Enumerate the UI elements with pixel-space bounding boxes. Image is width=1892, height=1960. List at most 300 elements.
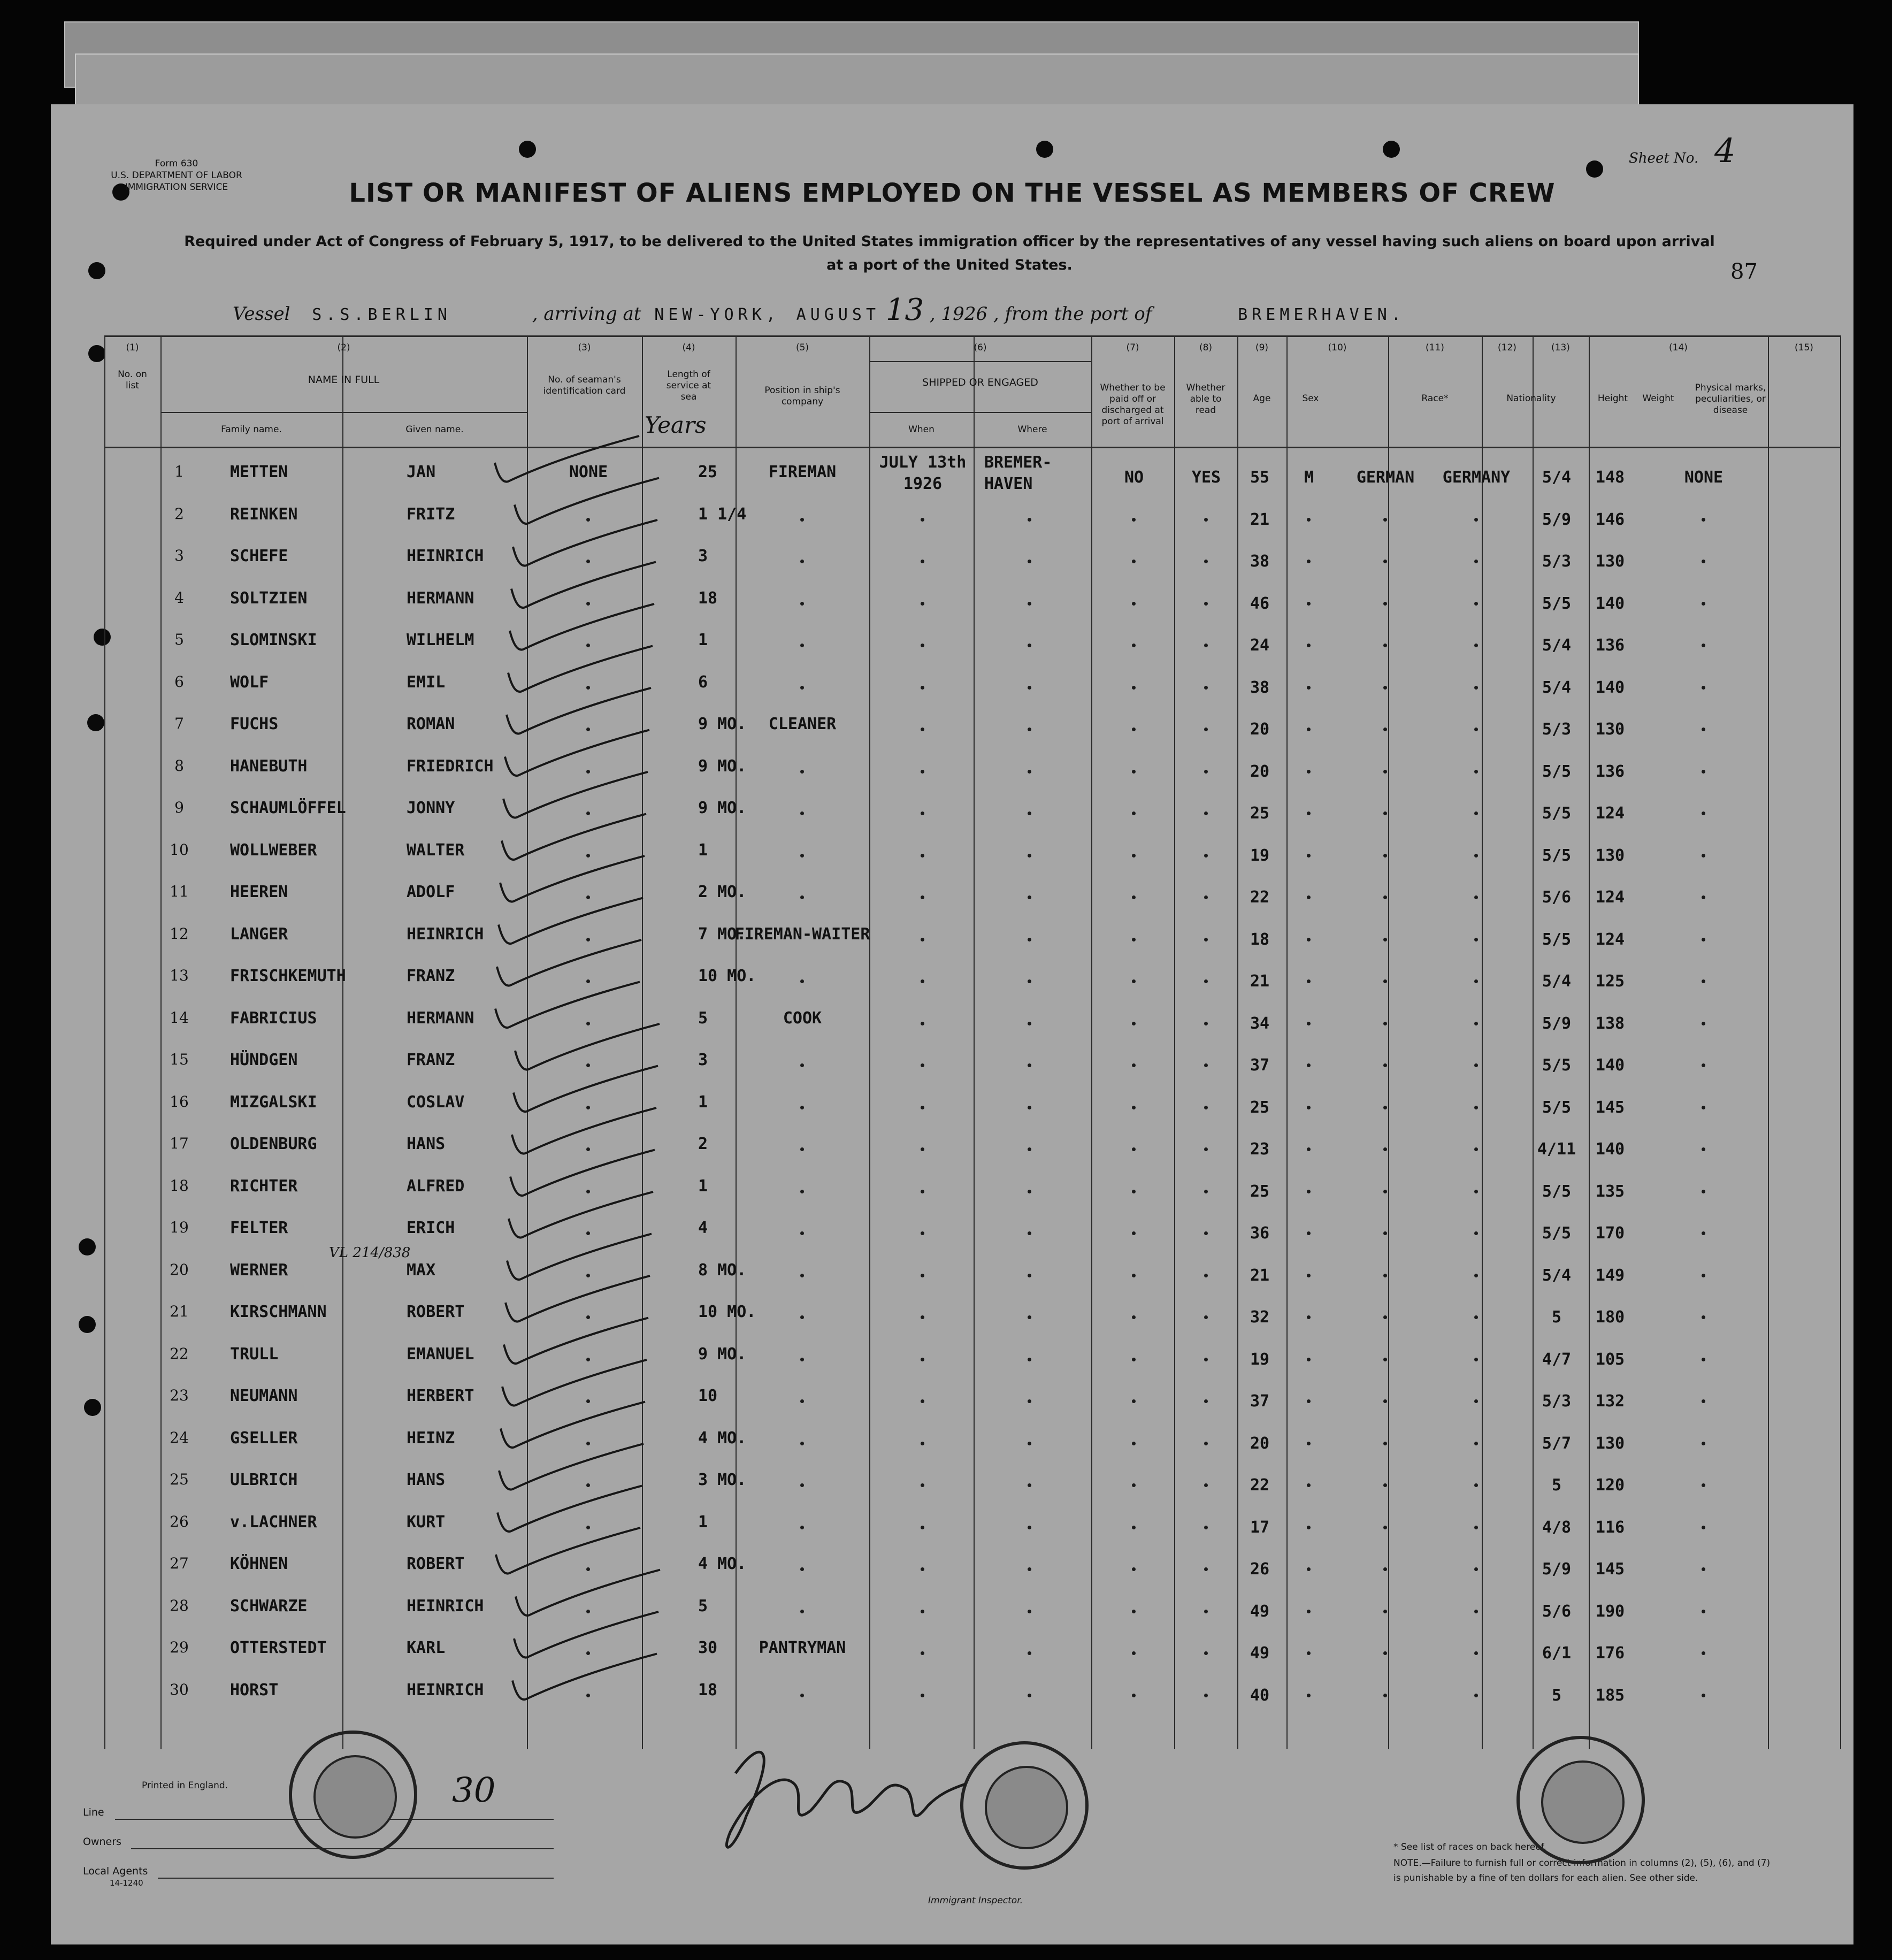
column-number-3: (3) [578, 342, 591, 353]
length-of-service: 4 [698, 1219, 708, 1237]
vessel-label: Vessel [233, 303, 290, 325]
height: 5/5 [1542, 1224, 1572, 1243]
row-number: 30 [170, 1680, 189, 1698]
weight: 120 [1595, 1476, 1625, 1495]
age: 26 [1250, 1560, 1270, 1579]
sheet-number-label: Sheet No. [1629, 150, 1699, 166]
header-length-of-service: Length of service at sea [666, 369, 711, 402]
header-where: Where [1017, 424, 1047, 435]
weight: 116 [1595, 1518, 1625, 1537]
weight: 145 [1595, 1098, 1625, 1117]
header-age: Age [1253, 393, 1271, 404]
checkmark-row-14 [495, 982, 640, 1028]
family-name: SLOMINSKI [230, 631, 317, 649]
weight: 146 [1595, 510, 1625, 529]
header-family-name: Family name. [221, 424, 282, 435]
checkmark-row-3 [513, 520, 657, 566]
age: 21 [1250, 972, 1270, 991]
height: 5/4 [1542, 972, 1572, 991]
age: 38 [1250, 552, 1270, 571]
row-number: 2 [174, 504, 184, 523]
length-of-service: 25 [698, 463, 718, 481]
age: 20 [1250, 720, 1270, 739]
weight: 125 [1595, 972, 1625, 991]
given-name: HEINRICH [407, 1680, 484, 1699]
weight: 140 [1595, 1140, 1625, 1159]
family-name: FRISCHKEMUTH [230, 967, 346, 985]
family-name: KÖHNEN [230, 1555, 288, 1573]
age: 25 [1250, 804, 1270, 823]
paid-off: NO [1124, 468, 1144, 487]
nationality: GERMANY [1442, 468, 1511, 487]
row-number: 11 [170, 883, 189, 900]
age: 37 [1250, 1056, 1270, 1075]
weight: 170 [1595, 1224, 1625, 1243]
checkmark-row-30 [512, 1654, 657, 1700]
height: 5 [1551, 1686, 1562, 1705]
age: 34 [1250, 1014, 1270, 1033]
physical-marks: NONE [1684, 468, 1724, 487]
weight: 185 [1595, 1686, 1625, 1705]
able-to-read: YES [1191, 468, 1221, 487]
row-number: 14 [170, 1008, 189, 1027]
weight: 145 [1595, 1560, 1625, 1579]
checkmark-row-20 [507, 1234, 652, 1280]
length-of-service: 8 MO. [698, 1260, 747, 1280]
column-number-14: (14) [1669, 342, 1688, 353]
age: 49 [1250, 1644, 1270, 1663]
height: 4/8 [1542, 1518, 1572, 1537]
family-name: NEUMANN [230, 1387, 298, 1405]
column-number-15: (15) [1795, 342, 1813, 353]
height: 5/9 [1542, 1014, 1572, 1033]
height: 5/9 [1542, 510, 1572, 529]
age: 19 [1250, 846, 1270, 865]
length-of-service: 9 MO. [698, 799, 747, 817]
checkmark-row-7 [507, 688, 651, 734]
shipped-where-line-1: BREMER- [984, 453, 1052, 472]
ship-position: FIREMAN-WAITER [734, 924, 870, 944]
vessel-name: S.S.BERLIN [312, 305, 451, 324]
checkmark-row-21 [505, 1276, 650, 1322]
checkmark-row-16 [514, 1066, 658, 1112]
id-card-number: NONE [569, 463, 608, 481]
family-name: ULBRICH [230, 1471, 298, 1489]
family-name: HÜNDGEN [230, 1051, 298, 1069]
length-of-service: 5 [698, 1008, 708, 1028]
length-of-service: 1 [698, 840, 708, 860]
family-name: KIRSCHMANN [230, 1303, 327, 1321]
height: 5/5 [1542, 594, 1572, 613]
given-name: EMANUEL [407, 1344, 474, 1364]
age: 25 [1250, 1182, 1270, 1201]
checkmark-row-2 [515, 478, 659, 524]
weight: 135 [1595, 1182, 1625, 1201]
family-name: FUCHS [230, 715, 279, 733]
header-nationality: Nationality [1506, 393, 1556, 404]
height: 5/4 [1542, 1266, 1572, 1285]
given-name: FRIEDRICH [407, 756, 494, 776]
checkmark-row-17 [512, 1108, 656, 1154]
checkmark-row-9 [503, 772, 648, 818]
checkmark-row-23 [502, 1360, 647, 1406]
length-of-service: 3 MO. [698, 1471, 747, 1489]
age: 20 [1250, 1434, 1270, 1453]
header-height: Height [1597, 393, 1628, 404]
weight: 140 [1595, 1056, 1625, 1075]
column-number-12: (12) [1498, 342, 1516, 353]
sex: M [1304, 468, 1314, 487]
height: 5/6 [1542, 1602, 1572, 1621]
checkmark-row-5 [510, 604, 654, 650]
family-name: HANEBUTH [230, 756, 308, 776]
family-name: HORST [230, 1680, 279, 1699]
immigrant-inspector-label: Immigrant Inspector. [928, 1895, 1023, 1906]
given-name: HEINRICH [407, 1596, 484, 1616]
weight: 149 [1595, 1266, 1625, 1285]
age: 24 [1250, 636, 1270, 655]
checkmark-row-15 [515, 1024, 660, 1070]
given-name: HEINZ [407, 1428, 455, 1448]
printed-in-england: Printed in England. [142, 1780, 228, 1791]
family-name: SCHAUMLÖFFEL [230, 799, 346, 817]
row-number: 25 [170, 1471, 189, 1488]
header-race: Race* [1421, 393, 1449, 404]
length-of-service: 10 MO. [698, 967, 756, 985]
row-number: 13 [170, 967, 189, 984]
height: 4/7 [1542, 1350, 1572, 1369]
race-note: * See list of races on back hereof. [1393, 1842, 1546, 1852]
age: 17 [1250, 1518, 1270, 1537]
row-number: 27 [170, 1555, 189, 1572]
length-of-service: 3 [698, 547, 708, 565]
from-port-label: , from the port of [993, 303, 1152, 325]
checkmark-row-25 [499, 1444, 644, 1490]
weight: 130 [1595, 552, 1625, 571]
arrival-month: AUGUST [796, 305, 880, 324]
height: 5/3 [1542, 720, 1572, 739]
departure-port: BREMERHAVEN. [1238, 305, 1405, 324]
row-number: 12 [170, 924, 189, 943]
given-name: FRANZ [407, 967, 455, 985]
race: GERMAN [1356, 468, 1415, 487]
weight: 138 [1595, 1014, 1625, 1033]
family-name: WERNER [230, 1260, 288, 1280]
given-name: WALTER [407, 840, 465, 860]
weight: 140 [1595, 678, 1625, 697]
age: 36 [1250, 1224, 1270, 1243]
sheet-number-value: 4 [1714, 131, 1736, 170]
checkmark-row-28 [516, 1570, 660, 1616]
family-name: FABRICIUS [230, 1008, 317, 1028]
given-name: FRITZ [407, 504, 455, 524]
length-of-service: 1 [698, 631, 708, 649]
given-name: ROMAN [407, 715, 455, 733]
header-weight: Weight [1642, 393, 1674, 404]
age: 22 [1250, 888, 1270, 907]
height: 5 [1551, 1476, 1562, 1495]
given-name: HEINRICH [407, 924, 484, 944]
header-paid-off: Whether to be paid off or discharged at port of arrival [1100, 382, 1166, 427]
column-number-9: (9) [1255, 342, 1269, 353]
checkmark-row-24 [501, 1402, 645, 1448]
weight: 130 [1595, 846, 1625, 865]
given-name: ERICH [407, 1219, 455, 1237]
footer-note-line-2: is punishable by a fine of ten dollars for each alien. See other side. [1393, 1873, 1698, 1884]
height: 5/5 [1542, 1056, 1572, 1075]
row-number: 10 [170, 840, 189, 859]
manifest-sheet [51, 104, 1853, 1944]
column-number-2: (2) [337, 342, 350, 353]
family-name: LANGER [230, 924, 288, 944]
given-name: HERBERT [407, 1387, 474, 1405]
checkmark-row-12 [499, 898, 643, 944]
length-of-service: 9 MO. [698, 1344, 747, 1364]
family-name: MIZGALSKI [230, 1092, 317, 1112]
length-of-service: 1 [698, 1176, 708, 1196]
arrival-port: NEW-YORK, [654, 305, 780, 324]
form-service: IMMIGRATION SERVICE [125, 182, 228, 193]
age: 46 [1250, 594, 1270, 613]
row-number: 16 [170, 1092, 189, 1111]
height: 5/5 [1542, 1182, 1572, 1201]
age: 19 [1250, 1350, 1270, 1369]
column-number-5: (5) [795, 342, 809, 353]
length-of-service: 3 [698, 1051, 708, 1069]
shipped-where-line-2: HAVEN [984, 474, 1033, 493]
checkmark-row-13 [497, 940, 641, 986]
length-of-service: 30 [698, 1639, 718, 1657]
length-unit-handwritten: Years [645, 412, 707, 438]
footer-owners-label: Owners [83, 1836, 121, 1848]
length-of-service: 9 MO. [698, 715, 747, 733]
height: 5/5 [1542, 846, 1572, 865]
ship-position: CLEANER [768, 715, 837, 733]
row-number: 28 [170, 1596, 189, 1614]
row-number: 7 [174, 715, 184, 732]
given-name: ADOLF [407, 883, 455, 901]
header-physical-marks: Physical marks, peculiarities, or disease [1695, 382, 1766, 416]
given-name: HANS [407, 1135, 446, 1153]
weight: 140 [1595, 594, 1625, 613]
given-name: ROBERT [407, 1555, 465, 1573]
given-name: ROBERT [407, 1303, 465, 1321]
family-name: FELTER [230, 1219, 288, 1237]
header-position: Position in ship's company [764, 385, 840, 407]
row-number: 20 [170, 1260, 189, 1278]
length-of-service: 5 [698, 1596, 708, 1616]
height: 5/5 [1542, 930, 1572, 949]
family-name: SCHWARZE [230, 1596, 308, 1616]
weight: 124 [1595, 888, 1625, 907]
age: 38 [1250, 678, 1270, 697]
family-name: v.LACHNER [230, 1512, 317, 1532]
length-of-service: 1 [698, 1512, 708, 1532]
row-number: 15 [170, 1051, 189, 1068]
height: 5 [1551, 1308, 1562, 1327]
arrival-day: 13 [885, 293, 924, 327]
row-number: 1 [174, 463, 184, 480]
column-number-10: (10) [1328, 342, 1347, 353]
age: 55 [1250, 468, 1270, 487]
family-name: OLDENBURG [230, 1135, 317, 1153]
checkmark-row-18 [510, 1150, 655, 1196]
given-name: KURT [407, 1512, 446, 1532]
age: 22 [1250, 1476, 1270, 1495]
height: 5/5 [1542, 804, 1572, 823]
length-of-service: 9 MO. [698, 756, 747, 776]
arriving-label: , arriving at [532, 303, 641, 325]
form-number: Form 630 [155, 158, 198, 169]
age: 21 [1250, 1266, 1270, 1285]
length-of-service: 2 [698, 1135, 708, 1153]
checkmark-row-27 [496, 1528, 640, 1574]
page-title: LIST OR MANIFEST OF ALIENS EMPLOYED ON THE VESSEL AS MEMBERS OF CREW [349, 178, 1556, 208]
height: 5/4 [1542, 678, 1572, 697]
given-name: JAN [407, 463, 436, 481]
age: 23 [1250, 1140, 1270, 1159]
family-name: METTEN [230, 463, 288, 481]
length-of-service: 10 MO. [698, 1303, 756, 1321]
header-given-name: Given name. [405, 424, 464, 435]
height: 6/1 [1542, 1644, 1572, 1663]
header-name-in-full: NAME IN FULL [308, 374, 380, 386]
checkmark-row-22 [504, 1318, 648, 1364]
age: 37 [1250, 1392, 1270, 1411]
given-name: HERMANN [407, 588, 474, 608]
row-number: 5 [174, 631, 184, 648]
age: 20 [1250, 762, 1270, 781]
family-name: GSELLER [230, 1428, 298, 1448]
weight: 136 [1595, 762, 1625, 781]
row-number: 29 [170, 1639, 189, 1656]
row-number: 8 [174, 756, 184, 775]
given-name: COSLAV [407, 1092, 465, 1112]
shipped-when-line-2: 1926 [903, 474, 943, 493]
family-name: OTTERSTEDT [230, 1639, 327, 1657]
length-of-service: 1 1/4 [698, 504, 747, 524]
age: 32 [1250, 1308, 1270, 1327]
weight: 124 [1595, 930, 1625, 949]
checkmark-row-6 [508, 646, 653, 692]
footer-line-label: Line [83, 1806, 104, 1818]
height: 5/6 [1542, 888, 1572, 907]
weight: 130 [1595, 1434, 1625, 1453]
shipped-when-line-1: JULY 13th [879, 453, 967, 472]
length-of-service: 1 [698, 1092, 708, 1112]
given-name: WILHELM [407, 631, 474, 649]
age: 49 [1250, 1602, 1270, 1621]
page-number: 87 [1730, 259, 1758, 284]
family-name: WOLF [230, 672, 269, 692]
row-number: 6 [174, 672, 184, 691]
column-number-1: (1) [126, 342, 139, 353]
row-number: 17 [170, 1135, 189, 1152]
given-name: KARL [407, 1639, 446, 1657]
given-name: HANS [407, 1471, 446, 1489]
height: 5/3 [1542, 552, 1572, 571]
checkmark-layer [51, 104, 1853, 1944]
length-of-service: 4 MO. [698, 1555, 747, 1573]
checkmark-row-11 [500, 856, 645, 902]
weight: 176 [1595, 1644, 1625, 1663]
footer-note-line-1: NOTE.—Failure to furnish full or correct information in columns (2), (5), (6), and (7) [1393, 1858, 1771, 1869]
column-number-7: (7) [1126, 342, 1139, 353]
height: 5/3 [1542, 1392, 1572, 1411]
checkmark-row-10 [502, 814, 646, 860]
height: 5/5 [1542, 762, 1572, 781]
row-number: 26 [170, 1512, 189, 1530]
header-no-on-list: No. on list [118, 369, 147, 391]
footer-agents-code: 14-1240 [110, 1878, 143, 1888]
header-shipped-or-engaged: SHIPPED OR ENGAGED [922, 377, 1038, 388]
form-department: U.S. DEPARTMENT OF LABOR [111, 170, 242, 181]
age: 25 [1250, 1098, 1270, 1117]
row-20-annotation: VL 214/838 [329, 1244, 411, 1261]
arrival-year: 26 [964, 303, 988, 325]
row-number: 23 [170, 1387, 189, 1404]
checkmark-row-19 [509, 1192, 653, 1238]
family-name: WOLLWEBER [230, 840, 317, 860]
family-name: SCHEFE [230, 547, 288, 565]
column-number-13: (13) [1551, 342, 1570, 353]
weight: 130 [1595, 720, 1625, 739]
height: 5/5 [1542, 1098, 1572, 1117]
family-name: RICHTER [230, 1176, 298, 1196]
checkmark-row-26 [497, 1486, 642, 1532]
weight: 190 [1595, 1602, 1625, 1621]
weight: 136 [1595, 636, 1625, 655]
weight: 105 [1595, 1350, 1625, 1369]
length-of-service: 6 [698, 672, 708, 692]
height: 5/7 [1542, 1434, 1572, 1453]
height: 4/11 [1537, 1140, 1576, 1159]
given-name: HEINRICH [407, 547, 484, 565]
handwritten-total: 30 [452, 1771, 496, 1810]
column-number-4: (4) [682, 342, 695, 353]
footer-agents-label: Local Agents [83, 1865, 148, 1877]
page-subtitle: Required under Act of Congress of February 5, 1917, to be delivered to the United States immigration officer by the representatives of any vessel having such aliens on board upon arrival at a port of the United States. [184, 233, 1715, 273]
row-number: 3 [174, 547, 184, 564]
length-of-service: 4 MO. [698, 1428, 747, 1448]
age: 18 [1250, 930, 1270, 949]
family-name: REINKEN [230, 504, 298, 524]
column-number-6: (6) [974, 342, 987, 353]
length-of-service: 10 [698, 1387, 718, 1405]
row-number: 21 [170, 1303, 189, 1320]
age: 40 [1250, 1686, 1270, 1705]
checkmark-row-1 [495, 436, 639, 482]
height: 5/9 [1542, 1560, 1572, 1579]
checkmark-row-8 [505, 730, 649, 776]
weight: 180 [1595, 1308, 1625, 1327]
ship-position: PANTRYMAN [759, 1639, 846, 1657]
ship-position: COOK [783, 1008, 822, 1028]
header-able-to-read: Whether able to read [1186, 382, 1225, 416]
height: 5/4 [1542, 636, 1572, 655]
length-of-service: 18 [698, 1680, 718, 1699]
row-number: 18 [170, 1176, 189, 1195]
family-name: TRULL [230, 1344, 279, 1364]
given-name: ALFRED [407, 1176, 465, 1196]
column-number-11: (11) [1426, 342, 1444, 353]
family-name: HEEREN [230, 883, 288, 901]
checkmark-row-4 [511, 562, 656, 608]
checkmark-row-29 [514, 1612, 658, 1658]
given-name: HERMANN [407, 1008, 474, 1028]
height: 5/4 [1542, 468, 1572, 487]
row-number: 9 [174, 799, 184, 816]
